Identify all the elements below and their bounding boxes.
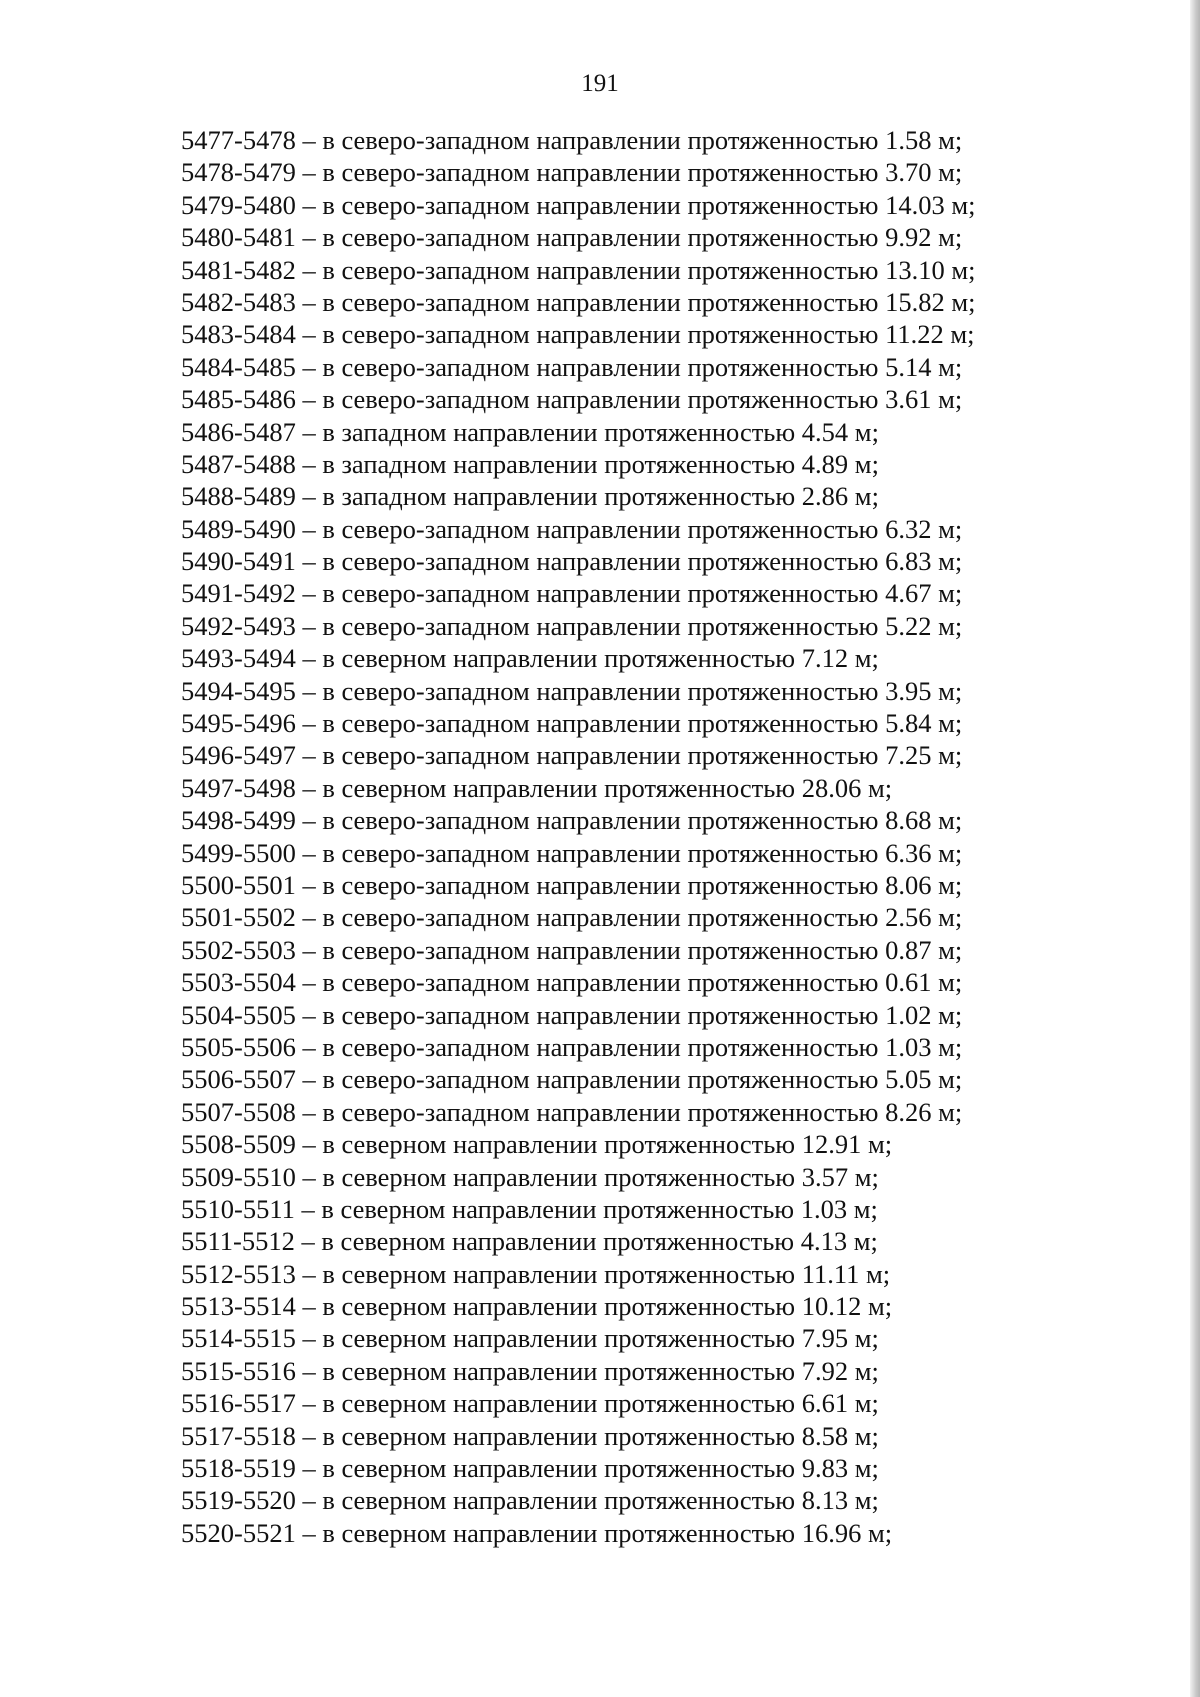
segment-line: 5492-5493 – в северо-западном направлении протяженностью 5.22 м; bbox=[181, 610, 963, 641]
segment-line: 5500-5501 – в северо-западном направлении протяженностью 8.06 м; bbox=[181, 869, 963, 900]
segment-line: 5480-5481 – в северо-западном направлении протяженностью 9.92 м; bbox=[181, 222, 963, 253]
segment-line: 5519-5520 – в северном направлении протяженностью 8.13 м; bbox=[181, 1485, 879, 1516]
segment-line: 5495-5496 – в северо-западном направлении протяженностью 5.84 м; bbox=[181, 708, 963, 739]
segment-line: 5520-5521 – в северном направлении протяженностью 16.96 м; bbox=[181, 1517, 893, 1548]
segment-line: 5498-5499 – в северо-западном направлении протяженностью 8.68 м; bbox=[181, 805, 963, 836]
segment-line: 5489-5490 – в северо-западном направлении протяженностью 6.32 м; bbox=[181, 513, 963, 544]
segment-line: 5501-5502 – в северо-западном направлении протяженностью 2.56 м; bbox=[181, 902, 963, 933]
segment-line: 5514-5515 – в северном направлении протяженностью 7.95 м; bbox=[181, 1323, 879, 1354]
segment-line: 5513-5514 – в северном направлении протяженностью 10.12 м; bbox=[181, 1291, 893, 1322]
segment-line: 5481-5482 – в северо-западном направлении протяженностью 13.10 м; bbox=[181, 254, 976, 285]
segment-line: 5499-5500 – в северо-западном направлении протяженностью 6.36 м; bbox=[181, 837, 963, 868]
segment-line: 5494-5495 – в северо-западном направлении протяженностью 3.95 м; bbox=[181, 675, 963, 706]
segment-line: 5487-5488 – в западном направлении протяженностью 4.89 м; bbox=[181, 448, 879, 479]
segment-line: 5503-5504 – в северо-западном направлении протяженностью 0.61 м; bbox=[181, 967, 963, 998]
segment-line: 5482-5483 – в северо-западном направлении протяженностью 15.82 м; bbox=[181, 286, 976, 317]
segment-line: 5486-5487 – в западном направлении протяженностью 4.54 м; bbox=[181, 416, 879, 447]
boundary-segment-list bbox=[181, 124, 975, 1549]
segment-line: 5484-5485 – в северо-западном направлении протяженностью 5.14 м; bbox=[181, 351, 963, 382]
segment-line: 5483-5484 – в северо-западном направлении протяженностью 11.22 м; bbox=[181, 319, 975, 350]
segment-line: 5485-5486 – в северо-западном направлении протяженностью 3.61 м; bbox=[181, 384, 963, 415]
scan-edge bbox=[1190, 0, 1200, 1697]
segment-line: 5517-5518 – в северном направлении протяженностью 8.58 м; bbox=[181, 1420, 879, 1451]
segment-line: 5506-5507 – в северо-западном направлении протяженностью 5.05 м; bbox=[181, 1064, 963, 1095]
segment-line: 5491-5492 – в северо-западном направлении протяженностью 4.67 м; bbox=[181, 578, 963, 609]
segment-line: 5508-5509 – в северном направлении протяженностью 12.91 м; bbox=[181, 1129, 893, 1160]
segment-line: 5478-5479 – в северо-западном направлении протяженностью 3.70 м; bbox=[181, 157, 963, 188]
segment-line: 5479-5480 – в северо-западном направлении протяженностью 14.03 м; bbox=[181, 189, 976, 220]
segment-line: 5516-5517 – в северном направлении протяженностью 6.61 м; bbox=[181, 1388, 879, 1419]
segment-line: 5493-5494 – в северном направлении протяженностью 7.12 м; bbox=[181, 643, 879, 674]
page-number: 191 bbox=[581, 70, 619, 97]
segment-line: 5505-5506 – в северо-западном направлении протяженностью 1.03 м; bbox=[181, 1031, 963, 1062]
segment-line: 5510-5511 – в северном направлении протяженностью 1.03 м; bbox=[181, 1193, 878, 1224]
segment-line: 5488-5489 – в западном направлении протяженностью 2.86 м; bbox=[181, 481, 879, 512]
segment-line: 5504-5505 – в северо-западном направлении протяженностью 1.02 м; bbox=[181, 999, 963, 1030]
segment-line: 5507-5508 – в северо-западном направлении протяженностью 8.26 м; bbox=[181, 1096, 963, 1127]
segment-line: 5518-5519 – в северном направлении протяженностью 9.83 м; bbox=[181, 1453, 879, 1484]
segment-line: 5477-5478 – в северо-западном направлении протяженностью 1.58 м; bbox=[181, 125, 963, 155]
segment-line: 5509-5510 – в северном направлении протяженностью 3.57 м; bbox=[181, 1161, 879, 1192]
segment-line: 5502-5503 – в северо-западном направлении протяженностью 0.87 м; bbox=[181, 934, 963, 965]
segment-line: 5496-5497 – в северо-западном направлении протяженностью 7.25 м; bbox=[181, 740, 963, 771]
segment-line: 5512-5513 – в северном направлении протяженностью 11.11 м; bbox=[181, 1258, 891, 1289]
segment-line: 5490-5491 – в северо-западном направлении протяженностью 6.83 м; bbox=[181, 546, 963, 577]
segment-line: 5497-5498 – в северном направлении протяженностью 28.06 м; bbox=[181, 772, 893, 803]
segment-line: 5515-5516 – в северном направлении протяженностью 7.92 м; bbox=[181, 1355, 879, 1386]
segment-line: 5511-5512 – в северном направлении протяженностью 4.13 м; bbox=[181, 1226, 878, 1257]
